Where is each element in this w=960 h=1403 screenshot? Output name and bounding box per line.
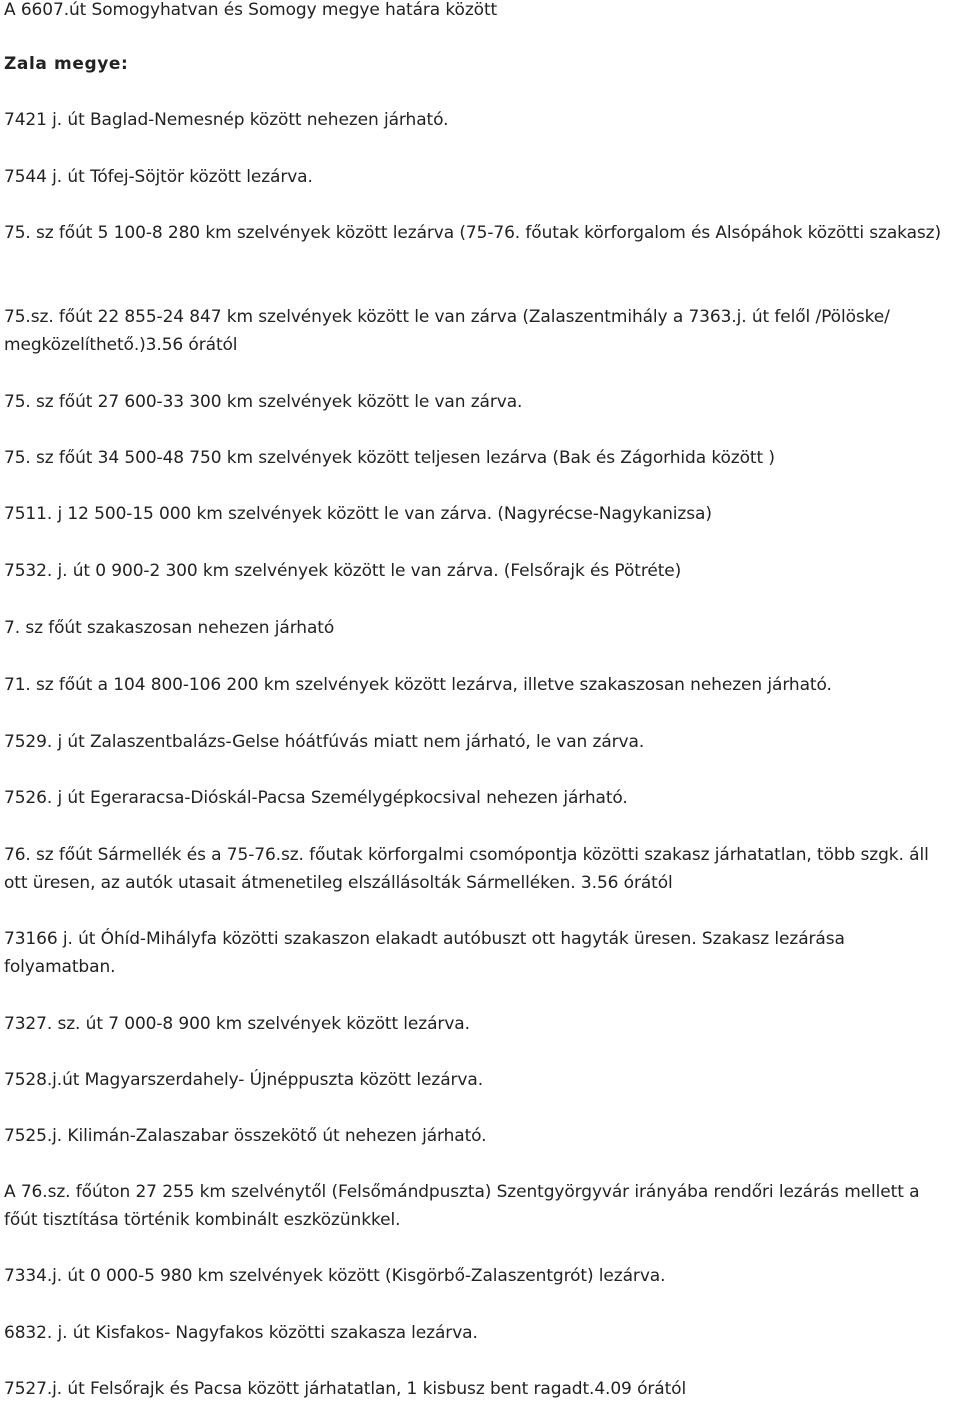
paragraph-route-7421: 7421 j. út Baglad-Nemesnép között nehezen járható. bbox=[4, 110, 449, 130]
paragraph-route-71: 71. sz főút a 104 800-106 200 km szelvények között lezárva, illetve szakaszosan nehezen járható. bbox=[4, 675, 832, 695]
paragraph-route-7532: 7532. j. út 0 900-2 300 km szelvények között le van zárva. (Felsőrajk és Pötréte) bbox=[4, 561, 682, 581]
section-heading-zala: Zala megye: bbox=[4, 54, 129, 74]
paragraph-route-7529: 7529. j út Zalaszentbalázs-Gelse hóátfúvás miatt nem járható, le van zárva. bbox=[4, 732, 645, 752]
paragraph-route-73166: 73166 j. út Óhíd-Mihályfa közötti szakaszon elakadt autóbuszt ott hagyták üresen. Szakasz lezárása folyamatban. bbox=[4, 929, 845, 977]
paragraph-route-7527: 7527.j. út Felsőrajk és Pacsa között járhatatlan, 1 kisbusz bent ragadt.4.09 órától bbox=[4, 1379, 687, 1399]
paragraph-route-7544: 7544 j. út Tófej-Söjtör között lezárva. bbox=[4, 167, 313, 187]
paragraph-route-76-cleaning: A 76.sz. főúton 27 255 km szelvénytől (Felsőmándpuszta) Szentgyörgyvár irányába rendőri lezárás mellett a főút tisztítása történik kombinált eszközünkkel. bbox=[4, 1182, 920, 1230]
paragraph-route-76: 76. sz főút Sármellék és a 75-76.sz. főutak körforgalmi csomópontja közötti szakasz járhatatlan, több szgk. áll ott üresen, az autók utasait átmenetileg elszállásolták Sármelléken. 3.56 órától bbox=[4, 845, 929, 893]
paragraph-route-7525: 7525.j. Kilimán-Zalaszabar összekötő út nehezen járható. bbox=[4, 1126, 487, 1146]
paragraph-route-7526: 7526. j út Egeraracsa-Dióskál-Pacsa Személygépkocsival nehezen járható. bbox=[4, 788, 628, 808]
paragraph-route-6607: A 6607.út Somogyhatvan és Somogy megye határa között bbox=[4, 0, 498, 20]
paragraph-route-7327: 7327. sz. út 7 000-8 900 km szelvények között lezárva. bbox=[4, 1014, 470, 1034]
paragraph-route-75-a: 75. sz főút 5 100-8 280 km szelvények között lezárva (75-76. főutak körforgalom és Alsópáhok közötti szakasz) bbox=[4, 223, 942, 243]
paragraph-route-75-d: 75. sz főút 34 500-48 750 km szelvények között teljesen lezárva (Bak és Zágorhida között ) bbox=[4, 448, 775, 468]
paragraph-route-7528: 7528.j.út Magyarszerdahely- Újnéppuszta között lezárva. bbox=[4, 1070, 483, 1090]
paragraph-route-7: 7. sz főút szakaszosan nehezen járható bbox=[4, 618, 335, 638]
paragraph-route-75-b: 75.sz. főút 22 855-24 847 km szelvények között le van zárva (Zalaszentmihály a 7363.j. út felől /Pölöske/ megközelíthető.)3.56 órától bbox=[4, 307, 890, 355]
paragraph-route-75-c: 75. sz főút 27 600-33 300 km szelvények között le van zárva. bbox=[4, 392, 523, 412]
paragraph-route-7511: 7511. j 12 500-15 000 km szelvények között le van zárva. (Nagyrécse-Nagykanizsa) bbox=[4, 504, 712, 524]
paragraph-route-7334: 7334.j. út 0 000-5 980 km szelvények között (Kisgörbő-Zalaszentgrót) lezárva. bbox=[4, 1266, 666, 1286]
paragraph-route-6832: 6832. j. út Kisfakos- Nagyfakos közötti szakasza lezárva. bbox=[4, 1323, 478, 1343]
